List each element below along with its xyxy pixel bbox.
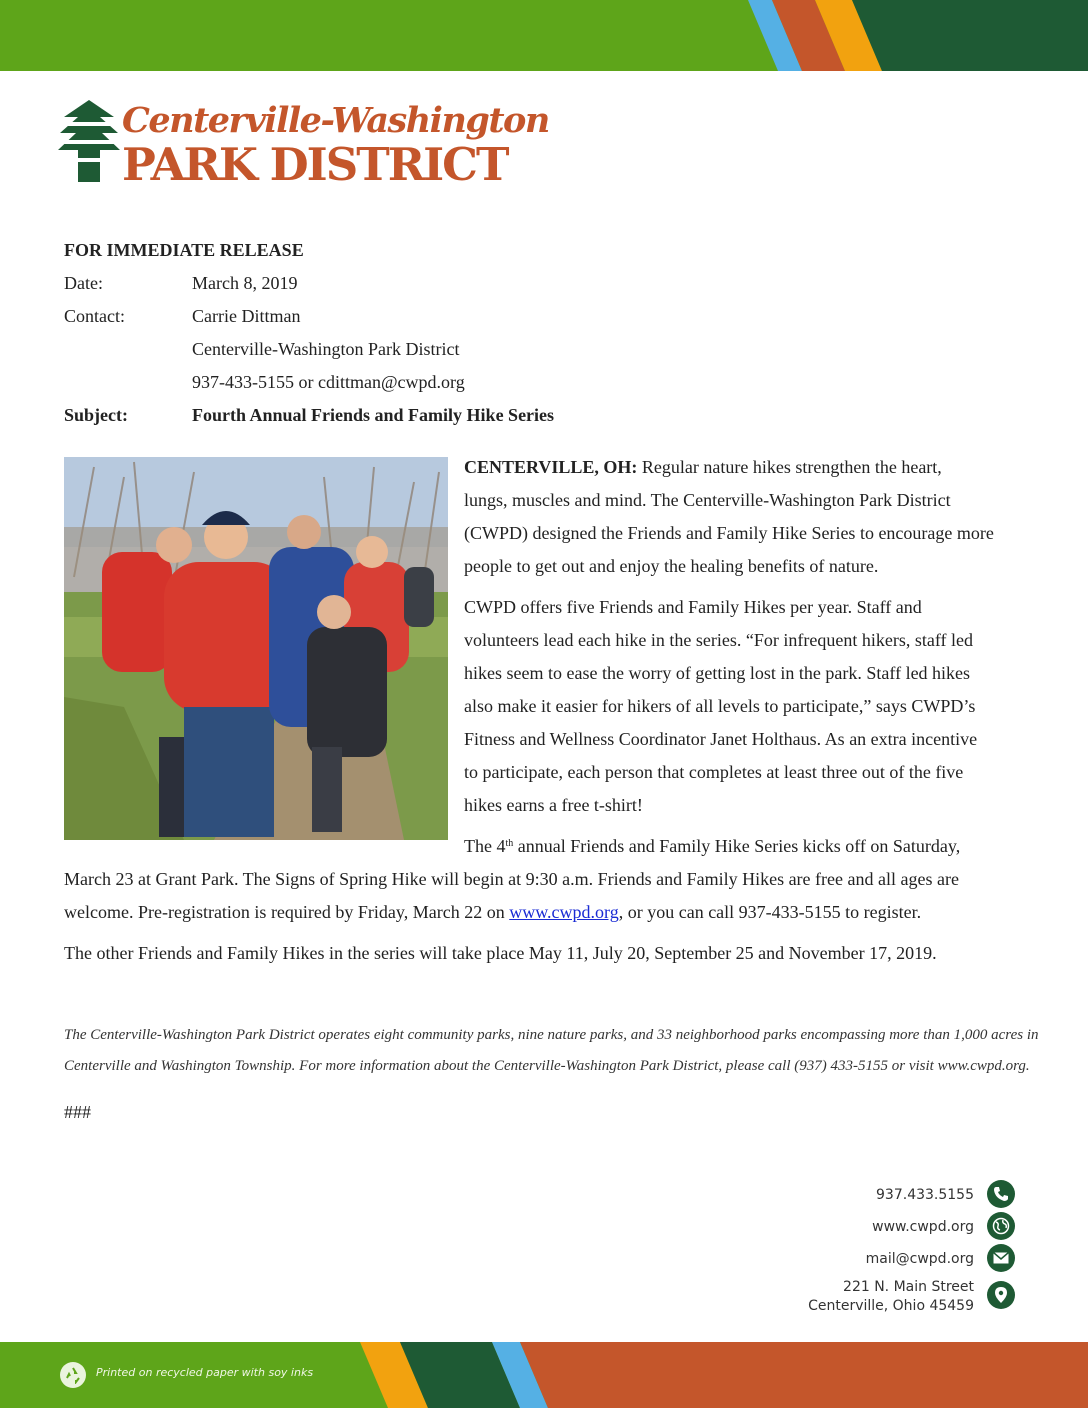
map-pin-icon <box>987 1281 1015 1309</box>
boilerplate-line-2: Centerville and Washington Township. For more information about the Centerville-Washington Park District, please call (937) 433-5155 or visit www.cwpd.org. <box>64 1058 1030 1074</box>
contact-name: Carrie Dittman <box>192 306 301 326</box>
recycle-icon <box>60 1362 86 1388</box>
paragraph-2-line-2: volunteers lead each hike in the series. “For infrequent hikers, staff led <box>464 630 973 650</box>
release-date: March 8, 2019 <box>192 273 298 293</box>
ordinal-suffix: th <box>505 838 514 849</box>
pine-tree-icon <box>58 100 120 184</box>
paragraph-1-text: Regular nature hikes strengthen the heart, <box>637 457 942 477</box>
paragraph-3-line-3-start: welcome. Pre-registration is required by Friday, March 22 on <box>64 902 510 922</box>
boilerplate-line-1: The Centerville-Washington Park District operates eight community parks, nine nature parks, and 33 neighborhood parks encompassing more than 1,000 acres in <box>64 1027 1039 1043</box>
logo-name-line1: Centerville-Washington <box>122 100 549 141</box>
hikers-photo <box>64 457 448 840</box>
contact-address-line1: 221 N. Main Street <box>843 1279 974 1295</box>
end-mark: ### <box>64 1102 91 1122</box>
paragraph-2-line-6: to participate, each person that completes at least three out of the five <box>464 762 964 782</box>
boilerplate <box>64 1020 1039 1082</box>
contact-phone: 937.433.5155 <box>876 1187 974 1203</box>
paragraph-3-line-1 <box>464 830 960 863</box>
website-link[interactable]: www.cwpd.org <box>509 902 619 922</box>
logo-name-line2: PARK DISTRICT <box>122 138 508 191</box>
release-subject: Fourth Annual Friends and Family Hike Series <box>192 405 555 425</box>
envelope-icon <box>987 1244 1015 1272</box>
paragraph-3-line-3 <box>64 896 921 929</box>
recycled-paper-note: Printed on recycled paper with soy inks <box>96 1366 314 1379</box>
park-district-logo <box>58 100 549 191</box>
header-color-band <box>0 0 1088 71</box>
paragraph-2-line-7: hikes earns a free t-shirt! <box>464 795 643 815</box>
paragraph-1-line-1 <box>464 451 942 484</box>
header-stripes <box>0 0 1088 71</box>
contact-org: Centerville-Washington Park District <box>192 339 460 359</box>
paragraph-2-line-5: Fitness and Wellness Coordinator Janet Holthaus. As an extra incentive <box>464 729 978 749</box>
release-heading: FOR IMMEDIATE RELEASE <box>64 240 304 260</box>
paragraph-1-line-3: (CWPD) designed the Friends and Family Hike Series to encourage more <box>464 523 994 543</box>
paragraph-1-line-2: lungs, muscles and mind. The Centerville-Washington Park District <box>464 490 951 510</box>
paragraph-1-line-4: people to get out and enjoy the healing benefits of nature. <box>464 556 879 576</box>
subject-label: Subject: <box>64 405 128 425</box>
contact-address-line2: Centerville, Ohio 45459 <box>808 1298 974 1314</box>
contact-email[interactable]: mail@cwpd.org <box>865 1251 974 1267</box>
paragraph-2-line-4: also make it easier for hikers of all levels to participate,” says CWPD’s <box>464 696 976 716</box>
date-label: Date: <box>64 273 103 293</box>
contact-phone-email: 937-433-5155 or cdittman@cwpd.org <box>192 372 465 392</box>
paragraph-3-rest: annual Friends and Family Hike Series kicks off on Saturday, <box>513 836 961 856</box>
contact-website[interactable]: www.cwpd.org <box>872 1219 974 1235</box>
globe-icon <box>987 1212 1015 1240</box>
paragraph-3-line-3-end: , or you can call 937-433-5155 to register. <box>618 902 922 922</box>
contact-label: Contact: <box>64 306 125 326</box>
paragraph-2-line-1: CWPD offers five Friends and Family Hikes per year. Staff and <box>464 597 922 617</box>
phone-icon <box>987 1180 1015 1208</box>
paragraph-2-line-3: hikes seem to ease the worry of getting lost in the park. Staff led hikes <box>464 663 971 683</box>
paragraph-4: The other Friends and Family Hikes in the series will take place May 11, July 20, September 25 and November 17, 2019. <box>64 943 937 963</box>
paragraph-3-line-2: March 23 at Grant Park. The Signs of Spring Hike will begin at 9:30 a.m. Friends and Family Hikes are free and all ages are <box>64 869 959 889</box>
dateline: CENTERVILLE, OH: <box>464 457 638 477</box>
paragraph-3-start: The 4 <box>464 836 506 856</box>
